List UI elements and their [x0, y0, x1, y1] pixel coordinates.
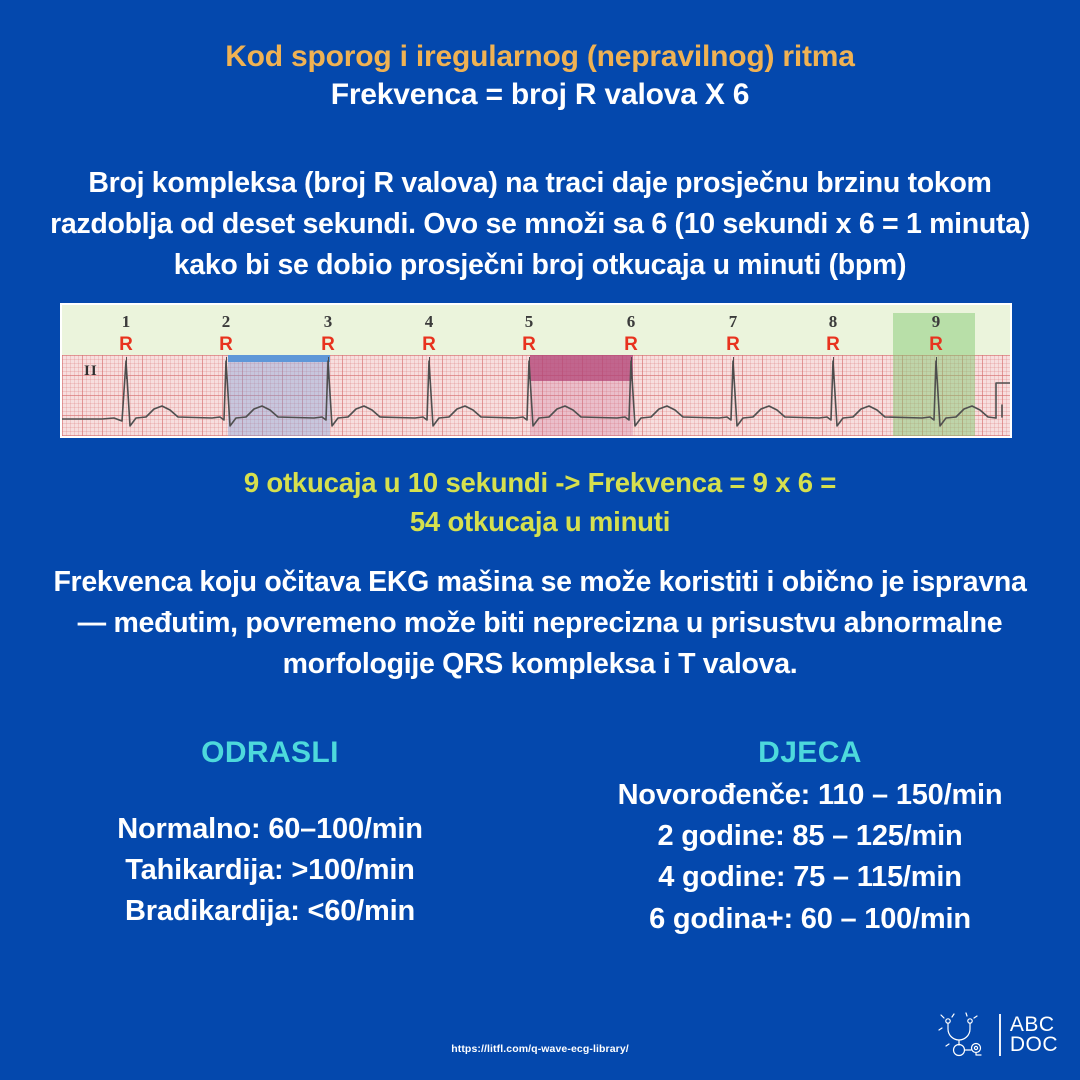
ecg-beat-number: 8 — [828, 312, 838, 331]
ecg-beat-marker — [509, 313, 549, 354]
ecg-beat-number: 1 — [121, 312, 131, 331]
brand-logo — [938, 1012, 1058, 1058]
brand-divider — [999, 1014, 1001, 1056]
adults-range-list — [0, 809, 540, 933]
reference-ranges — [0, 735, 1080, 940]
ecg-r-wave-label: R — [929, 334, 943, 355]
ecg-beat-tick — [126, 357, 127, 379]
page-subtitle: Frekvenca = broj R valova X 6 — [330, 78, 750, 112]
ecg-beat-tick — [936, 357, 937, 379]
stethoscope-icon — [938, 1012, 990, 1058]
list-item: Bradikardija: <60/min — [125, 895, 415, 928]
ecg-beat-tick — [529, 357, 530, 379]
brand-name — [1009, 1012, 1058, 1056]
ecg-beat-tick — [733, 357, 734, 379]
column-heading-children: DJECA — [758, 736, 862, 769]
accuracy-note-paragraph: Frekvenca koju očitava EKG mašina se može koristiti i obično je ispravna — međutim, povremeno može biti neprecizna u prisustvu abnormalne morfologije QRS kompleksa i T valova. — [53, 566, 1027, 681]
ecg-r-wave-label: R — [321, 334, 335, 355]
rate-calculation-caption — [60, 463, 1020, 541]
ecg-beat-marker — [713, 313, 753, 354]
ecg-beat-marker — [409, 313, 449, 354]
brand-line-1: ABC — [1009, 1012, 1055, 1036]
list-item: 6 godina+: 60 – 100/min — [649, 902, 971, 935]
list-item: Novorođenče: 110 – 150/min — [617, 779, 1003, 811]
ecg-r-wave-label: R — [219, 334, 233, 355]
ecg-r-wave-label: R — [422, 334, 436, 355]
ecg-r-wave-label: R — [726, 334, 740, 355]
list-item: 4 godine: 75 – 115/min — [658, 861, 962, 894]
list-item: 2 godine: 85 – 125/min — [657, 820, 963, 853]
ecg-canvas — [62, 305, 1010, 436]
ecg-beat-number: 7 — [728, 312, 738, 331]
column-adults — [0, 735, 540, 940]
source-url[interactable]: https://litfl.com/q-wave-ecg-library/ — [451, 1043, 629, 1055]
ecg-beat-marker — [206, 313, 246, 354]
ecg-r-wave-label: R — [522, 334, 536, 355]
column-heading-adults: ODRASLI — [201, 736, 339, 769]
list-item: Tahikardija: >100/min — [125, 854, 415, 887]
ecg-beat-marker — [813, 313, 853, 354]
ecg-beat-number: 9 — [931, 312, 941, 331]
ecg-beat-marker — [308, 313, 348, 354]
ecg-beat-tick — [226, 357, 227, 379]
intro-paragraph: Broj kompleksa (broj R valova) na traci daje prosječnu brzinu tokom razdoblja od deset sekundi. Ovo se množi sa 6 (10 sekundi x 6 = 1 minuta) kako bi se dobio prosječni broj otkucaja u minuti (bpm) — [50, 167, 1030, 282]
ecg-beat-tick — [631, 357, 632, 379]
brand-line-2: DOC — [1009, 1033, 1058, 1056]
ecg-beat-marker — [916, 313, 956, 354]
list-item: Normalno: 60–100/min — [117, 813, 423, 845]
ecg-r-wave-label: R — [826, 334, 840, 355]
ecg-beat-number: 6 — [626, 312, 636, 331]
children-range-list — [540, 775, 1080, 940]
ecg-beat-tick — [429, 357, 430, 379]
ecg-r-wave-label: R — [624, 334, 638, 355]
ecg-strip-figure — [60, 303, 1012, 438]
ecg-beat-number: 4 — [424, 312, 434, 331]
ecg-beat-marker — [106, 313, 146, 354]
calculation-line-1: 9 otkucaja u 10 sekundi -> Frekvenca = 9 x 6 = — [243, 467, 837, 498]
ecg-lead-label: II — [84, 363, 98, 379]
ecg-beat-marker — [611, 313, 651, 354]
ecg-r-wave-label: R — [119, 334, 133, 355]
ecg-beat-number: 2 — [221, 312, 231, 331]
page-title: Kod sporog i iregularnog (nepravilnog) ritma — [225, 40, 855, 73]
calculation-line-2: 54 otkucaja u minuti — [409, 506, 671, 538]
column-children — [540, 735, 1080, 940]
title-block — [0, 38, 1080, 115]
ecg-beat-number: 3 — [323, 312, 333, 331]
ecg-beat-tick — [833, 357, 834, 379]
ecg-beat-tick — [328, 357, 329, 379]
ecg-beat-number: 5 — [524, 312, 534, 331]
